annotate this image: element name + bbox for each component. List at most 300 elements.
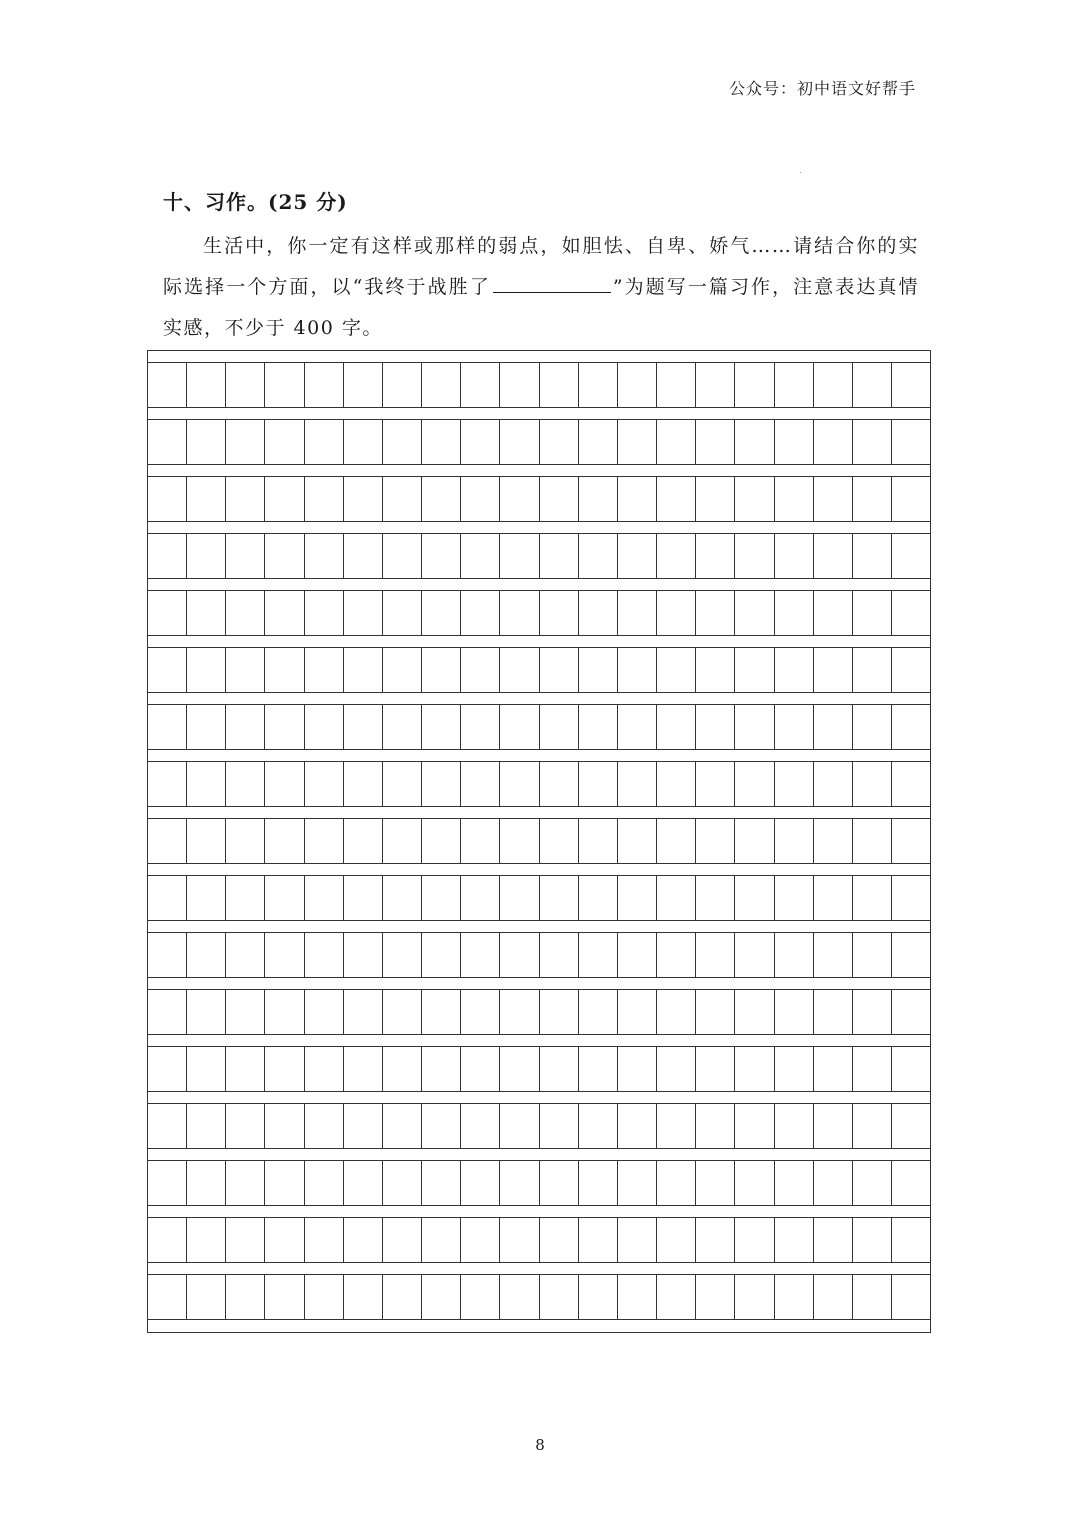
grid-cell[interactable] (265, 420, 304, 464)
grid-cell[interactable] (657, 363, 696, 407)
grid-cell[interactable] (696, 1047, 735, 1091)
grid-cell[interactable] (696, 933, 735, 977)
grid-cell[interactable] (305, 1104, 344, 1148)
grid-cell[interactable] (540, 477, 579, 521)
grid-cell[interactable] (657, 990, 696, 1034)
grid-cell[interactable] (735, 1218, 774, 1262)
grid-cell[interactable] (735, 819, 774, 863)
grid-cell[interactable] (187, 990, 226, 1034)
grid-cell[interactable] (579, 1161, 618, 1205)
grid-cell[interactable] (775, 819, 814, 863)
grid-cell[interactable] (265, 819, 304, 863)
grid-cell[interactable] (383, 1275, 422, 1319)
grid-cell[interactable] (265, 933, 304, 977)
grid-cell[interactable] (265, 534, 304, 578)
grid-cell[interactable] (148, 1104, 187, 1148)
grid-cell[interactable] (775, 1275, 814, 1319)
grid-cell[interactable] (735, 534, 774, 578)
grid-cell[interactable] (422, 420, 461, 464)
grid-cell[interactable] (305, 648, 344, 692)
grid-cell[interactable] (657, 420, 696, 464)
grid-cell[interactable] (892, 1275, 930, 1319)
grid-cell[interactable] (892, 1218, 930, 1262)
grid-cell[interactable] (461, 648, 500, 692)
grid-cell[interactable] (461, 1218, 500, 1262)
grid-cell[interactable] (422, 819, 461, 863)
grid-cell[interactable] (305, 762, 344, 806)
grid-cell[interactable] (579, 1275, 618, 1319)
grid-cell[interactable] (383, 477, 422, 521)
grid-cell[interactable] (814, 591, 853, 635)
grid-cell[interactable] (657, 1218, 696, 1262)
grid-cell[interactable] (814, 762, 853, 806)
grid-cell[interactable] (461, 477, 500, 521)
grid-cell[interactable] (579, 762, 618, 806)
grid-cell[interactable] (579, 648, 618, 692)
grid-cell[interactable] (422, 534, 461, 578)
grid-cell[interactable] (226, 1104, 265, 1148)
grid-cell[interactable] (735, 933, 774, 977)
grid-cell[interactable] (735, 990, 774, 1034)
grid-cell[interactable] (500, 990, 539, 1034)
grid-cell[interactable] (422, 705, 461, 749)
grid-cell[interactable] (422, 1218, 461, 1262)
grid-cell[interactable] (892, 477, 930, 521)
grid-cell[interactable] (265, 591, 304, 635)
grid-cell[interactable] (735, 876, 774, 920)
grid-cell[interactable] (814, 933, 853, 977)
grid-cell[interactable] (500, 420, 539, 464)
grid-cell[interactable] (696, 705, 735, 749)
grid-cell[interactable] (226, 363, 265, 407)
grid-cell[interactable] (814, 705, 853, 749)
grid-cell[interactable] (814, 1047, 853, 1091)
grid-cell[interactable] (657, 477, 696, 521)
grid-cell[interactable] (226, 819, 265, 863)
grid-cell[interactable] (775, 363, 814, 407)
grid-cell[interactable] (618, 762, 657, 806)
grid-cell[interactable] (344, 534, 383, 578)
grid-cell[interactable] (853, 819, 892, 863)
grid-cell[interactable] (148, 591, 187, 635)
grid-cell[interactable] (618, 1047, 657, 1091)
grid-cell[interactable] (422, 1275, 461, 1319)
grid-cell[interactable] (500, 534, 539, 578)
grid-cell[interactable] (226, 477, 265, 521)
grid-cell[interactable] (892, 705, 930, 749)
grid-cell[interactable] (461, 363, 500, 407)
grid-cell[interactable] (696, 363, 735, 407)
grid-cell[interactable] (618, 363, 657, 407)
grid-cell[interactable] (383, 990, 422, 1034)
grid-cell[interactable] (696, 1218, 735, 1262)
grid-cell[interactable] (148, 1161, 187, 1205)
grid-cell[interactable] (383, 363, 422, 407)
grid-cell[interactable] (187, 819, 226, 863)
grid-cell[interactable] (461, 1104, 500, 1148)
grid-cell[interactable] (344, 990, 383, 1034)
grid-cell[interactable] (344, 933, 383, 977)
grid-cell[interactable] (540, 1104, 579, 1148)
grid-cell[interactable] (305, 876, 344, 920)
grid-cell[interactable] (618, 534, 657, 578)
grid-cell[interactable] (775, 990, 814, 1034)
grid-cell[interactable] (265, 1104, 304, 1148)
grid-cell[interactable] (892, 1161, 930, 1205)
grid-cell[interactable] (618, 705, 657, 749)
grid-cell[interactable] (696, 534, 735, 578)
grid-cell[interactable] (461, 762, 500, 806)
grid-cell[interactable] (579, 1218, 618, 1262)
grid-cell[interactable] (579, 705, 618, 749)
grid-cell[interactable] (696, 990, 735, 1034)
grid-cell[interactable] (540, 762, 579, 806)
grid-cell[interactable] (187, 648, 226, 692)
grid-cell[interactable] (148, 933, 187, 977)
grid-cell[interactable] (344, 876, 383, 920)
grid-cell[interactable] (618, 876, 657, 920)
grid-cell[interactable] (187, 876, 226, 920)
grid-cell[interactable] (461, 1275, 500, 1319)
grid-cell[interactable] (226, 762, 265, 806)
grid-cell[interactable] (305, 705, 344, 749)
grid-cell[interactable] (853, 363, 892, 407)
grid-cell[interactable] (305, 363, 344, 407)
grid-cell[interactable] (422, 1104, 461, 1148)
grid-cell[interactable] (461, 705, 500, 749)
grid-cell[interactable] (618, 819, 657, 863)
grid-cell[interactable] (853, 477, 892, 521)
grid-cell[interactable] (500, 762, 539, 806)
grid-cell[interactable] (853, 705, 892, 749)
grid-cell[interactable] (265, 648, 304, 692)
grid-cell[interactable] (696, 420, 735, 464)
grid-cell[interactable] (618, 420, 657, 464)
grid-cell[interactable] (422, 762, 461, 806)
title-fill-blank[interactable] (493, 274, 611, 293)
grid-cell[interactable] (187, 762, 226, 806)
grid-cell[interactable] (540, 1161, 579, 1205)
grid-cell[interactable] (892, 591, 930, 635)
grid-cell[interactable] (422, 1047, 461, 1091)
grid-cell[interactable] (735, 420, 774, 464)
grid-cell[interactable] (892, 990, 930, 1034)
grid-cell[interactable] (148, 363, 187, 407)
grid-cell[interactable] (383, 420, 422, 464)
grid-cell[interactable] (579, 477, 618, 521)
grid-cell[interactable] (422, 363, 461, 407)
grid-cell[interactable] (383, 534, 422, 578)
grid-cell[interactable] (148, 648, 187, 692)
grid-cell[interactable] (187, 1161, 226, 1205)
grid-cell[interactable] (696, 477, 735, 521)
grid-cell[interactable] (735, 1275, 774, 1319)
grid-cell[interactable] (579, 534, 618, 578)
grid-cell[interactable] (344, 819, 383, 863)
grid-cell[interactable] (148, 1218, 187, 1262)
grid-cell[interactable] (226, 933, 265, 977)
grid-cell[interactable] (657, 705, 696, 749)
grid-cell[interactable] (265, 705, 304, 749)
grid-cell[interactable] (305, 477, 344, 521)
grid-cell[interactable] (500, 648, 539, 692)
grid-cell[interactable] (696, 1161, 735, 1205)
grid-cell[interactable] (344, 591, 383, 635)
grid-cell[interactable] (814, 1275, 853, 1319)
grid-cell[interactable] (422, 1161, 461, 1205)
grid-cell[interactable] (226, 1161, 265, 1205)
grid-cell[interactable] (775, 762, 814, 806)
grid-cell[interactable] (735, 1104, 774, 1148)
grid-cell[interactable] (775, 1161, 814, 1205)
grid-cell[interactable] (775, 591, 814, 635)
grid-cell[interactable] (579, 933, 618, 977)
grid-cell[interactable] (540, 1218, 579, 1262)
grid-cell[interactable] (265, 1275, 304, 1319)
grid-cell[interactable] (187, 534, 226, 578)
grid-cell[interactable] (892, 876, 930, 920)
grid-cell[interactable] (540, 1047, 579, 1091)
grid-cell[interactable] (461, 534, 500, 578)
grid-cell[interactable] (853, 420, 892, 464)
grid-cell[interactable] (814, 819, 853, 863)
grid-cell[interactable] (657, 1161, 696, 1205)
grid-cell[interactable] (383, 1161, 422, 1205)
grid-cell[interactable] (305, 933, 344, 977)
grid-cell[interactable] (618, 1104, 657, 1148)
grid-cell[interactable] (579, 876, 618, 920)
grid-cell[interactable] (696, 876, 735, 920)
grid-cell[interactable] (383, 1218, 422, 1262)
grid-cell[interactable] (853, 990, 892, 1034)
grid-cell[interactable] (540, 990, 579, 1034)
grid-cell[interactable] (187, 1047, 226, 1091)
grid-cell[interactable] (344, 1218, 383, 1262)
grid-cell[interactable] (187, 933, 226, 977)
grid-cell[interactable] (892, 363, 930, 407)
grid-cell[interactable] (540, 591, 579, 635)
grid-cell[interactable] (579, 420, 618, 464)
grid-cell[interactable] (500, 1161, 539, 1205)
grid-cell[interactable] (540, 876, 579, 920)
grid-cell[interactable] (305, 1161, 344, 1205)
grid-cell[interactable] (461, 420, 500, 464)
grid-cell[interactable] (226, 990, 265, 1034)
grid-cell[interactable] (814, 477, 853, 521)
grid-cell[interactable] (500, 1218, 539, 1262)
grid-cell[interactable] (265, 477, 304, 521)
grid-cell[interactable] (344, 1047, 383, 1091)
grid-cell[interactable] (422, 477, 461, 521)
grid-cell[interactable] (305, 1275, 344, 1319)
grid-cell[interactable] (775, 534, 814, 578)
grid-cell[interactable] (148, 477, 187, 521)
grid-cell[interactable] (735, 762, 774, 806)
grid-cell[interactable] (696, 762, 735, 806)
grid-cell[interactable] (892, 420, 930, 464)
grid-cell[interactable] (461, 876, 500, 920)
grid-cell[interactable] (814, 534, 853, 578)
grid-cell[interactable] (500, 1047, 539, 1091)
grid-cell[interactable] (500, 1275, 539, 1319)
grid-cell[interactable] (461, 819, 500, 863)
grid-cell[interactable] (892, 648, 930, 692)
grid-cell[interactable] (148, 705, 187, 749)
grid-cell[interactable] (540, 933, 579, 977)
grid-cell[interactable] (461, 933, 500, 977)
grid-cell[interactable] (775, 705, 814, 749)
grid-cell[interactable] (305, 420, 344, 464)
grid-cell[interactable] (618, 648, 657, 692)
grid-cell[interactable] (148, 1047, 187, 1091)
grid-cell[interactable] (305, 591, 344, 635)
grid-cell[interactable] (775, 648, 814, 692)
grid-cell[interactable] (853, 876, 892, 920)
grid-cell[interactable] (892, 1047, 930, 1091)
grid-cell[interactable] (383, 1104, 422, 1148)
grid-cell[interactable] (344, 705, 383, 749)
grid-cell[interactable] (892, 762, 930, 806)
grid-cell[interactable] (187, 1275, 226, 1319)
grid-cell[interactable] (775, 876, 814, 920)
grid-cell[interactable] (383, 705, 422, 749)
grid-cell[interactable] (187, 477, 226, 521)
grid-cell[interactable] (657, 648, 696, 692)
grid-cell[interactable] (383, 819, 422, 863)
grid-cell[interactable] (853, 762, 892, 806)
grid-cell[interactable] (735, 648, 774, 692)
grid-cell[interactable] (657, 933, 696, 977)
grid-cell[interactable] (344, 1275, 383, 1319)
grid-cell[interactable] (618, 1161, 657, 1205)
grid-cell[interactable] (657, 1275, 696, 1319)
grid-cell[interactable] (540, 363, 579, 407)
grid-cell[interactable] (187, 1218, 226, 1262)
grid-cell[interactable] (187, 591, 226, 635)
grid-cell[interactable] (265, 363, 304, 407)
grid-cell[interactable] (383, 876, 422, 920)
grid-cell[interactable] (226, 534, 265, 578)
grid-cell[interactable] (305, 990, 344, 1034)
grid-cell[interactable] (775, 933, 814, 977)
grid-cell[interactable] (422, 990, 461, 1034)
grid-cell[interactable] (657, 1104, 696, 1148)
grid-cell[interactable] (579, 1104, 618, 1148)
grid-cell[interactable] (657, 534, 696, 578)
grid-cell[interactable] (148, 420, 187, 464)
grid-cell[interactable] (500, 477, 539, 521)
grid-cell[interactable] (814, 1161, 853, 1205)
grid-cell[interactable] (814, 420, 853, 464)
grid-cell[interactable] (696, 648, 735, 692)
grid-cell[interactable] (383, 1047, 422, 1091)
grid-cell[interactable] (500, 933, 539, 977)
grid-cell[interactable] (344, 420, 383, 464)
grid-cell[interactable] (892, 819, 930, 863)
grid-cell[interactable] (540, 1275, 579, 1319)
grid-cell[interactable] (226, 1218, 265, 1262)
grid-cell[interactable] (853, 1047, 892, 1091)
grid-cell[interactable] (775, 1218, 814, 1262)
grid-cell[interactable] (265, 876, 304, 920)
grid-cell[interactable] (265, 990, 304, 1034)
grid-cell[interactable] (148, 762, 187, 806)
grid-cell[interactable] (853, 1218, 892, 1262)
grid-cell[interactable] (853, 534, 892, 578)
grid-cell[interactable] (148, 1275, 187, 1319)
grid-cell[interactable] (853, 933, 892, 977)
grid-cell[interactable] (265, 1218, 304, 1262)
grid-cell[interactable] (265, 762, 304, 806)
grid-cell[interactable] (814, 363, 853, 407)
grid-cell[interactable] (148, 990, 187, 1034)
grid-cell[interactable] (853, 591, 892, 635)
grid-cell[interactable] (775, 1047, 814, 1091)
grid-cell[interactable] (226, 876, 265, 920)
grid-cell[interactable] (618, 933, 657, 977)
grid-cell[interactable] (814, 876, 853, 920)
grid-cell[interactable] (735, 705, 774, 749)
grid-cell[interactable] (148, 534, 187, 578)
grid-cell[interactable] (814, 990, 853, 1034)
grid-cell[interactable] (618, 990, 657, 1034)
grid-cell[interactable] (579, 1047, 618, 1091)
grid-cell[interactable] (579, 591, 618, 635)
grid-cell[interactable] (226, 1047, 265, 1091)
grid-cell[interactable] (500, 1104, 539, 1148)
grid-cell[interactable] (579, 819, 618, 863)
grid-cell[interactable] (344, 762, 383, 806)
grid-cell[interactable] (579, 363, 618, 407)
grid-cell[interactable] (814, 1104, 853, 1148)
grid-cell[interactable] (618, 1275, 657, 1319)
grid-cell[interactable] (422, 591, 461, 635)
grid-cell[interactable] (657, 591, 696, 635)
grid-cell[interactable] (814, 648, 853, 692)
grid-cell[interactable] (305, 819, 344, 863)
grid-cell[interactable] (187, 363, 226, 407)
grid-cell[interactable] (775, 477, 814, 521)
grid-cell[interactable] (305, 1047, 344, 1091)
grid-cell[interactable] (853, 1161, 892, 1205)
grid-cell[interactable] (422, 648, 461, 692)
grid-cell[interactable] (892, 933, 930, 977)
grid-cell[interactable] (344, 477, 383, 521)
grid-cell[interactable] (657, 1047, 696, 1091)
grid-cell[interactable] (618, 477, 657, 521)
grid-cell[interactable] (187, 420, 226, 464)
grid-cell[interactable] (461, 1047, 500, 1091)
grid-cell[interactable] (657, 762, 696, 806)
grid-cell[interactable] (265, 1047, 304, 1091)
grid-cell[interactable] (500, 591, 539, 635)
grid-cell[interactable] (657, 876, 696, 920)
grid-cell[interactable] (226, 591, 265, 635)
grid-cell[interactable] (853, 1275, 892, 1319)
grid-cell[interactable] (461, 591, 500, 635)
grid-cell[interactable] (422, 876, 461, 920)
grid-cell[interactable] (344, 648, 383, 692)
grid-cell[interactable] (579, 990, 618, 1034)
grid-cell[interactable] (226, 705, 265, 749)
grid-cell[interactable] (226, 648, 265, 692)
grid-cell[interactable] (265, 1161, 304, 1205)
grid-cell[interactable] (696, 1104, 735, 1148)
grid-cell[interactable] (618, 1218, 657, 1262)
grid-cell[interactable] (500, 705, 539, 749)
grid-cell[interactable] (383, 933, 422, 977)
grid-cell[interactable] (892, 1104, 930, 1148)
